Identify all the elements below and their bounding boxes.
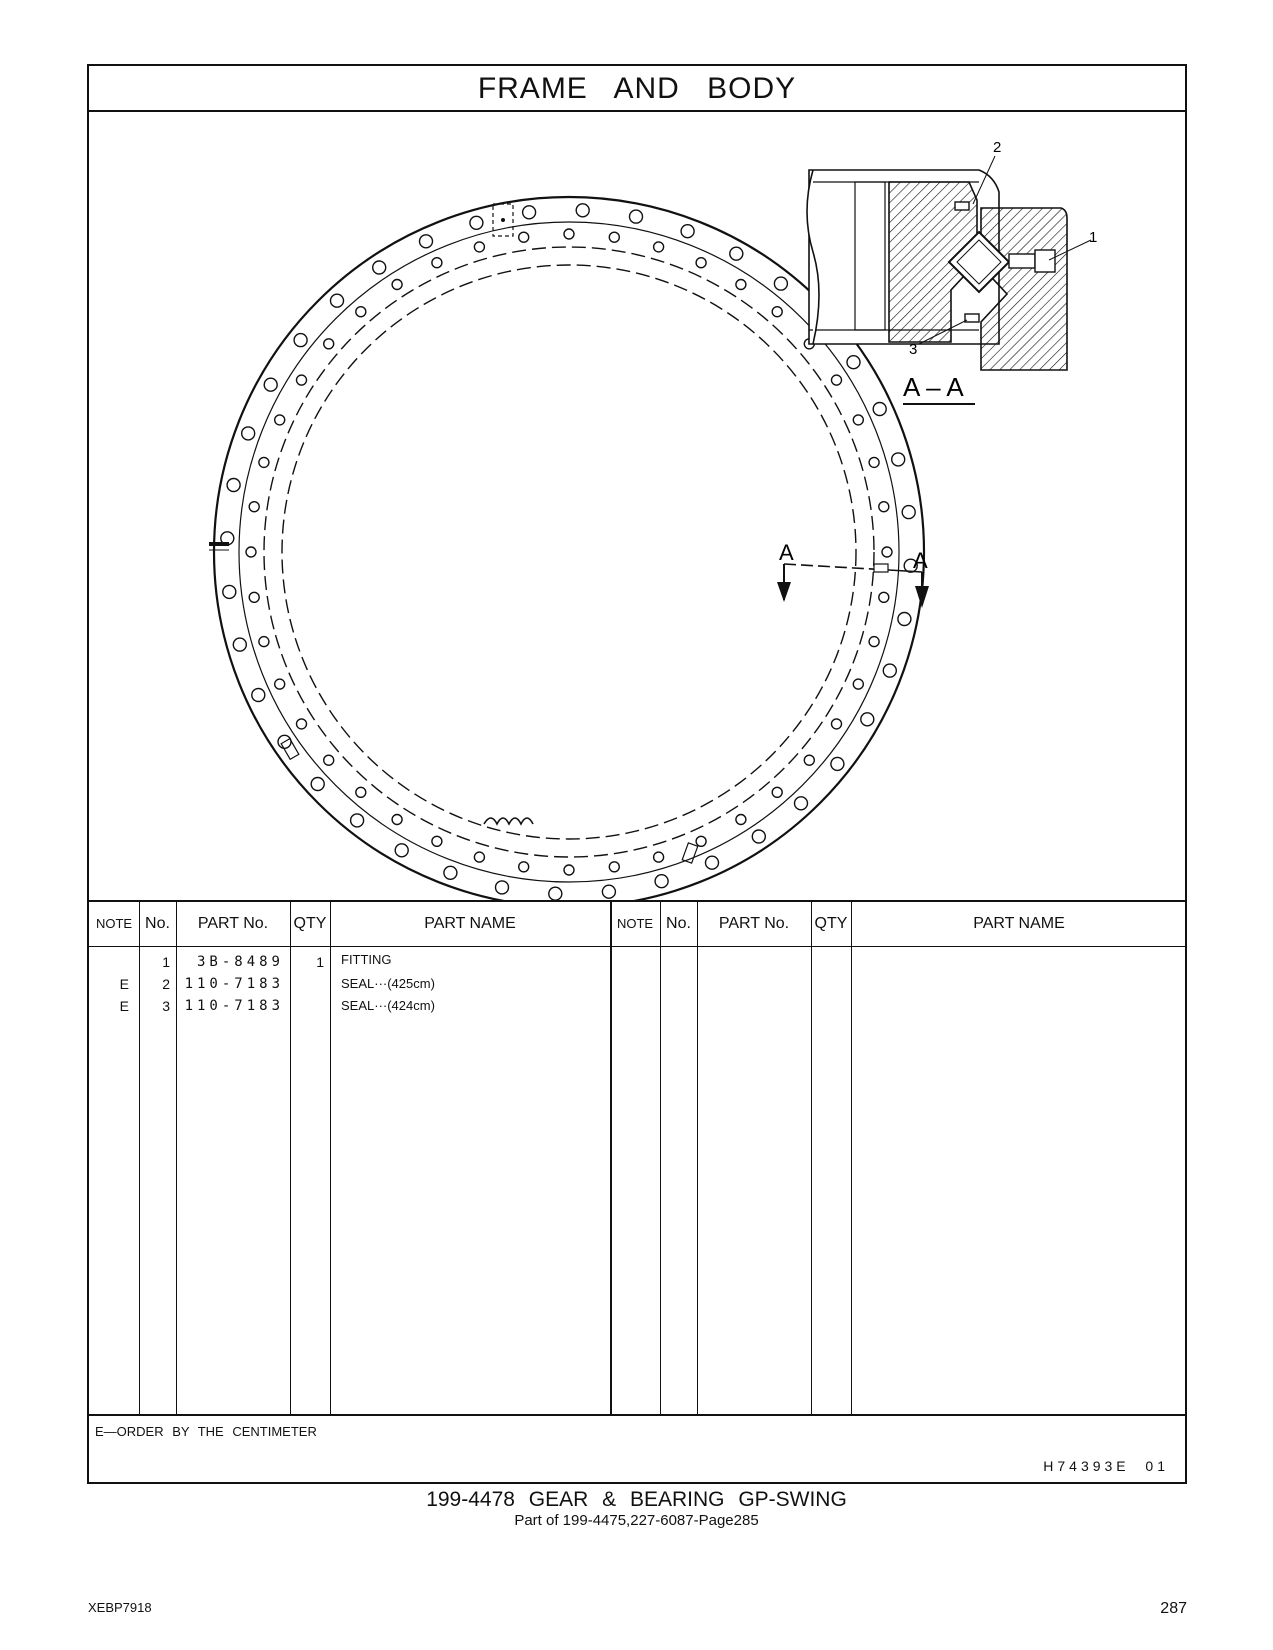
col-header-no: No.	[145, 915, 170, 932]
bolt-hole	[772, 787, 782, 797]
section-view-label: A – A	[903, 372, 964, 402]
row1-no: 1	[162, 954, 170, 970]
col-header-qty-2: QTY	[814, 915, 848, 932]
bolt-hole	[259, 637, 269, 647]
bolt-hole	[630, 210, 643, 223]
bolt-hole	[297, 375, 307, 385]
bolt-hole	[259, 457, 269, 467]
bolt-hole	[804, 755, 814, 765]
bolt-hole	[772, 307, 782, 317]
gear-teeth-detail	[484, 818, 533, 824]
bolt-hole	[392, 815, 402, 825]
callout-1: 1	[1089, 229, 1098, 246]
bolt-hole	[869, 637, 879, 647]
row1-part-no: 3B-8489	[196, 954, 284, 970]
row1-qty: 1	[316, 954, 324, 970]
bolt-hole	[351, 814, 364, 827]
bolt-hole	[294, 334, 307, 347]
bolt-hole	[474, 242, 484, 252]
bolt-hole	[470, 216, 483, 229]
row3-note: E	[119, 998, 129, 1014]
bolt-hole	[392, 280, 402, 290]
col-header-part-no-2: PART No.	[718, 915, 790, 932]
ring-bolt-circle-edge	[239, 222, 899, 882]
order-note: E—ORDER BY THE CENTIMETER	[95, 1424, 317, 1439]
bolt-hole	[736, 815, 746, 825]
bolt-hole	[847, 356, 860, 369]
bolt-hole	[519, 862, 529, 872]
row3-no: 3	[162, 998, 170, 1014]
group-title: 199-4478 GEAR & BEARING GP-SWING	[426, 1488, 847, 1511]
bolt-hole	[311, 778, 324, 791]
bolt-hole	[444, 866, 457, 879]
bolt-hole	[331, 294, 344, 307]
bolt-hole	[892, 453, 905, 466]
table-header-divider	[89, 946, 1185, 947]
cut-label-left: A	[779, 540, 794, 565]
bolt-hole	[609, 862, 619, 872]
bolt-hole	[655, 875, 668, 888]
col-header-part-no: PART No.	[197, 915, 269, 932]
cut-label-right: A	[913, 548, 928, 573]
bolt-hole	[832, 375, 842, 385]
bolt-hole	[882, 547, 892, 557]
page-number: 287	[1160, 1600, 1187, 1617]
bolt-hole	[275, 415, 285, 425]
bolt-hole	[696, 836, 706, 846]
bolt-hole	[869, 457, 879, 467]
bolt-hole	[752, 830, 765, 843]
bolt-hole	[879, 502, 889, 512]
col-header-qty: QTY	[293, 915, 327, 932]
bolt-hole	[898, 613, 911, 626]
bolt-hole	[861, 713, 874, 726]
bolt-hole	[902, 506, 915, 519]
footnote-area	[89, 1414, 1185, 1484]
section-arrow-right	[915, 586, 929, 608]
bolt-hole	[223, 585, 236, 598]
bolt-hole	[576, 204, 589, 217]
bolt-hole	[883, 664, 896, 677]
bolt-hole	[395, 844, 408, 857]
bolt-hole	[252, 689, 265, 702]
bolt-hole	[249, 502, 259, 512]
section-arrow-left	[777, 582, 791, 602]
bolt-hole	[496, 881, 509, 894]
bolt-hole	[795, 797, 808, 810]
bolt-hole	[609, 232, 619, 242]
bolt-hole	[249, 592, 259, 602]
bolt-hole	[227, 479, 240, 492]
bolt-hole	[831, 757, 844, 770]
bolt-hole	[246, 547, 256, 557]
row2-note: E	[119, 976, 129, 992]
bolt-hole	[706, 856, 719, 869]
row2-part-name: SEAL···(425cm)	[341, 976, 435, 991]
page-title: FRAME AND BODY	[477, 72, 797, 105]
bolt-hole	[356, 787, 366, 797]
col-header-no-2: No.	[666, 915, 691, 932]
bolt-hole	[879, 592, 889, 602]
bolt-hole	[774, 277, 787, 290]
bolt-hole	[853, 679, 863, 689]
parts-table	[89, 900, 1185, 1414]
grease-fitting-mark	[874, 564, 888, 572]
row1-part-name: FITTING	[341, 952, 392, 967]
bolt-hole	[696, 258, 706, 268]
bolt-hole	[681, 225, 694, 238]
callout-2: 2	[993, 139, 1002, 156]
bolt-hole	[373, 261, 386, 274]
row2-no: 2	[162, 976, 170, 992]
ring-gear-illustration	[89, 112, 1187, 900]
illustration-code: H74393E 01	[1043, 1458, 1169, 1474]
col-header-part-name-2: PART NAME	[973, 915, 1065, 932]
plug-bottom	[682, 843, 698, 863]
col-header-part-name: PART NAME	[424, 915, 516, 932]
bolt-hole	[233, 638, 246, 651]
bolt-hole	[654, 242, 664, 252]
bolt-hole	[420, 235, 433, 248]
group-subtitle: Part of 199-4475,227-6087-Page285	[514, 1512, 759, 1529]
bolt-hole	[736, 280, 746, 290]
document-id: XEBP7918	[88, 1600, 152, 1615]
bolt-hole	[519, 232, 529, 242]
bolt-hole	[654, 852, 664, 862]
bolt-hole	[432, 258, 442, 268]
bolt-hole	[853, 415, 863, 425]
parts-drawing	[89, 112, 1185, 900]
bolt-hole	[356, 307, 366, 317]
col-header-note: NOTE	[95, 916, 133, 931]
ring-inner-dashed-2	[282, 265, 856, 839]
bolt-hole	[324, 755, 334, 765]
col-header-note-2: NOTE	[616, 916, 654, 931]
bolt-hole	[432, 836, 442, 846]
bolt-hole	[242, 427, 255, 440]
bolt-hole	[602, 885, 615, 898]
bolt-hole	[275, 679, 285, 689]
bolt-hole	[730, 247, 743, 260]
bolt-hole	[549, 887, 562, 900]
bolt-hole	[474, 852, 484, 862]
bolt-hole	[564, 865, 574, 875]
parts-page-frame	[87, 64, 1187, 1484]
row3-part-name: SEAL···(424cm)	[341, 998, 435, 1013]
bolt-hole	[297, 719, 307, 729]
bolt-hole	[264, 378, 277, 391]
bolt-hole	[832, 719, 842, 729]
row2-part-no: 110-7183	[184, 976, 284, 992]
bolt-hole	[564, 229, 574, 239]
title-bar	[89, 66, 1185, 112]
bolt-hole	[324, 339, 334, 349]
callout-3: 3	[909, 341, 918, 358]
bolt-hole	[873, 403, 886, 416]
row3-part-no: 110-7183	[184, 998, 284, 1014]
bolt-hole	[523, 206, 536, 219]
